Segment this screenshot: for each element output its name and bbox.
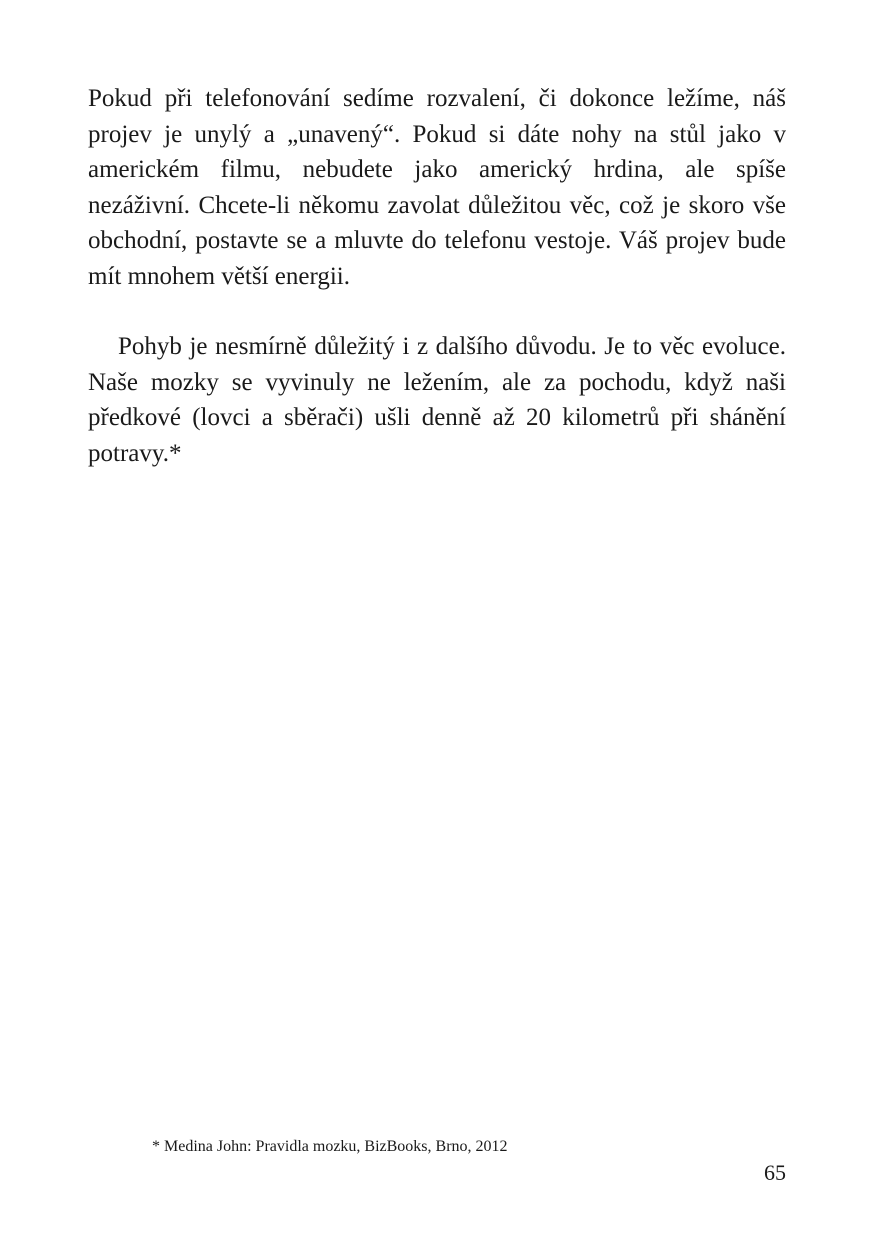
paragraph-telephone-posture [88, 81, 786, 294]
paragraph-text: Pohyb je nesmírně důležitý i z dalšího důvodu. Je to věc evoluce. Naše mozky se vyvinuly ne ležením, ale za pochodu, když naši předkové (lovci a sběrači) ušli denně až 20 kilometrů při shánění potravy.* [88, 333, 786, 467]
footnote: * Medina John: Pravidla mozku, BizBooks, Brno, 2012 [152, 1138, 508, 1155]
page-number: 65 [764, 1160, 786, 1185]
paragraph-text: Pokud při telefonování sedíme rozvalení, či dokonce ležíme, náš projev je unylý a „unavený“. Pokud si dáte nohy na stůl jako v americkém filmu, nebudete jako americký hrdina, ale spíše nezáživní. Chcete-li někomu zavolat důležitou věc, což je skoro vše obchodní, postavte se a mluvte do telefonu vestoje. Váš projev bude mít mnohem větší energii. [88, 85, 786, 290]
paragraph-movement-evolution [88, 329, 786, 471]
